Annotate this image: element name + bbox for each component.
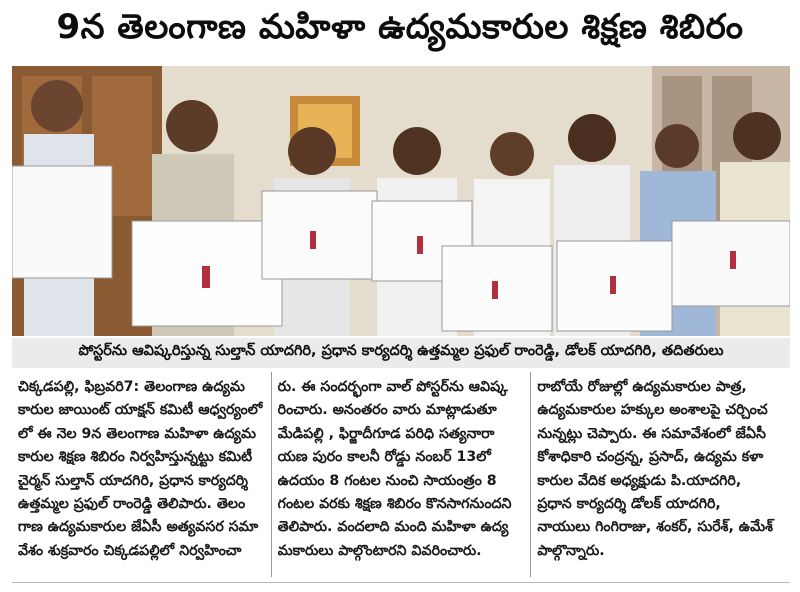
column-line: మేడిపల్లి , ఫిర్జాదీగూడ పరిధి సత్యనారా	[277, 425, 495, 442]
column-line: నాయులు గింగిరాజు, శంకర్, సురేశ్, ఉమేశ్	[537, 519, 773, 536]
column-line: వేశం శుక్రవారం చిక్కడపల్లిలో నిర్వహించా	[18, 542, 242, 559]
column-line: తెలిపారు. వందలాది మంది మహిళా ఉద్య	[277, 519, 509, 536]
photo-caption: పోస్టర్‌ను ఆవిష్కరిస్తున్న సుల్తాన్ యాదగిరి, ప్రధాన కార్యదర్శి ఉత్తమ్మల ప్రఫుల్ రాంరెడ్డి, డోలక్ యాదగిరి, తదితరులు	[12, 338, 790, 368]
column-line: రు. ఈ సందర్భంగా వాల్ పోస్టర్‌ను ఆవిష్క	[277, 379, 508, 395]
column-line: లో ఈ నెల 9న తెలంగాణ మహిళా ఉద్యమ	[18, 425, 256, 442]
column-line: కారుల వేదిక అధ్యక్షుడు పి.యాదగిరి,	[537, 472, 742, 489]
column-line: పాల్గొన్నారు.	[537, 542, 605, 559]
column-line: గాణ ఉద్యమకారుల జేఏసీ అత్యవసర సమా	[18, 519, 259, 536]
column-line: కారుల జాయింట్ యాక్షన్ కమిటీ ఆధ్వర్యంలో	[18, 402, 263, 419]
headline: 9న తెలంగాణ మహిళా ఉద్యమకారుల శిక్షణ శిబిరం	[56, 7, 744, 47]
article-body	[12, 372, 790, 577]
column-line: రాబోయే రోజుల్లో ఉద్యమకారుల పాత్ర,	[537, 379, 747, 395]
column-line: ఉదయం 8 గంటల నుంచి సాయంత్రం 8	[277, 472, 497, 489]
column-line: ఉద్యమకారుల హక్కుల అంశాలపై చర్చించ	[537, 402, 768, 419]
column-line: ప్రధాన కార్యదర్శి డోలక్ యాదగిరి,	[537, 496, 721, 513]
column-line: గంటల వరకు శిక్షణ శిబిరం కొనసాగనుందని	[277, 496, 512, 513]
news-photo	[12, 66, 790, 336]
column-line: కారుల శిక్షణ శిబిరం నిర్వహిస్తున్నట్టు కమిటీ	[18, 449, 253, 466]
article-column-1	[12, 372, 271, 577]
column-line: కోశాధికారి చంద్రన్న, ప్రసాద్, ఉద్యమ కళా	[537, 449, 764, 466]
column-line: రించారు. అనంతరం వారు మాట్లాడుతూ	[277, 402, 497, 419]
column-line: మకారులు పాల్గొంటారని వివరించారు.	[277, 542, 482, 559]
column-line: ఉత్తమ్మల ప్రఫుల్ రాంరెడ్డి తెలిపారు. తెలం	[18, 496, 246, 513]
column-line: నున్నట్లు చెప్పారు. ఈ సమావేశంలో జేఏసీ	[537, 425, 766, 442]
group-photo-illustration	[12, 66, 790, 336]
column-line: చిక్కడపల్లి, ఫిబ్రవరి7: తెలంగాణ ఉద్యమ	[18, 379, 245, 395]
article-column-2	[271, 372, 531, 577]
article-column-3	[530, 372, 790, 577]
column-line: చైర్మన్ సుల్తాన్ యాదగిరి, ప్రధాన కార్యదర్శి	[18, 472, 248, 489]
column-line: యణ పురం కాలనీ రోడ్డు నంబర్ 13లో	[277, 449, 491, 466]
